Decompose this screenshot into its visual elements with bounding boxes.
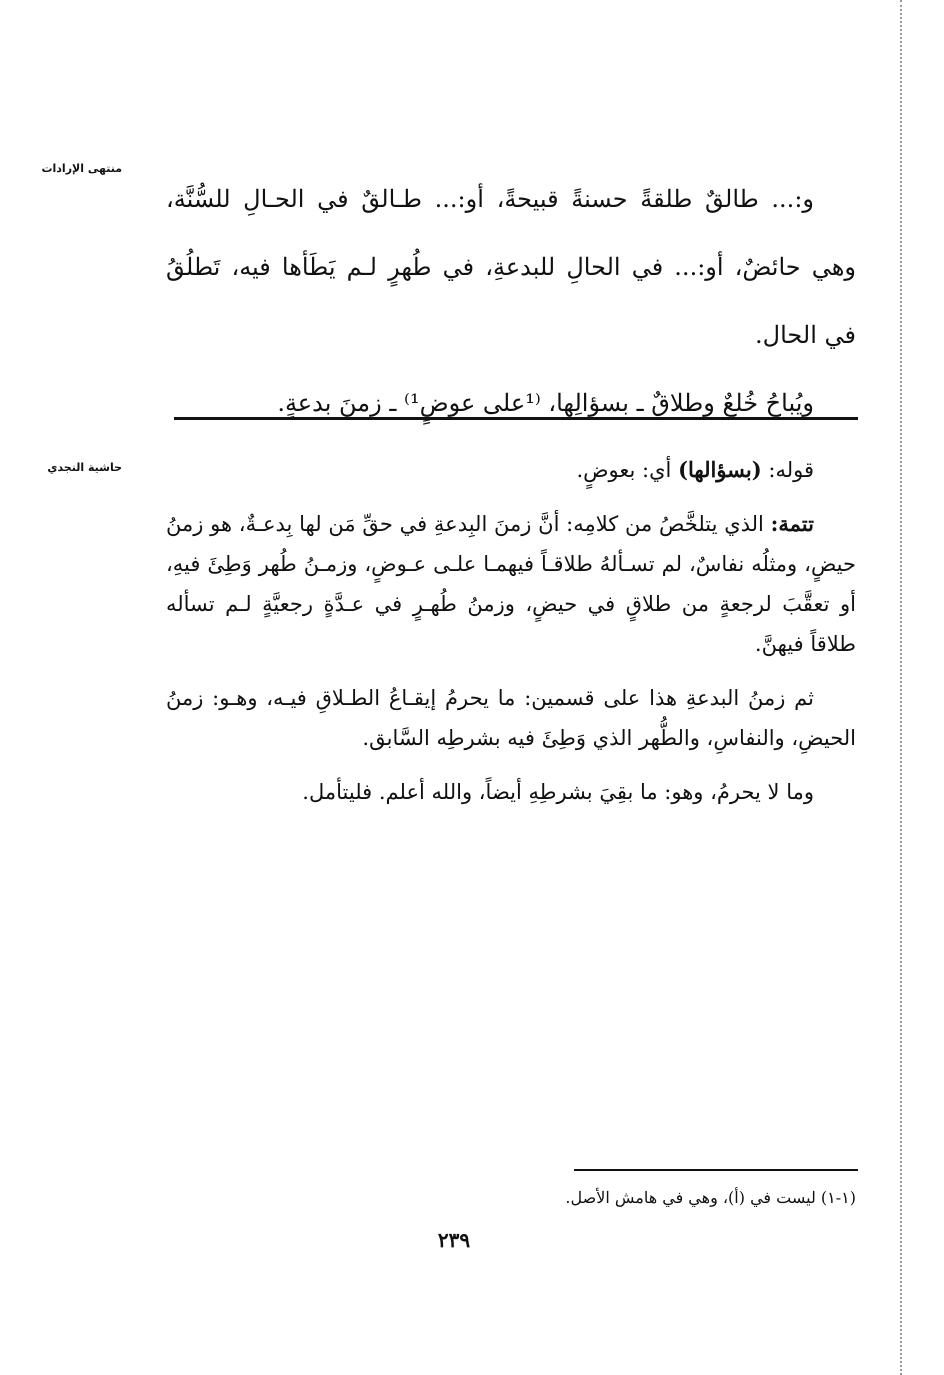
commentary-explanation: أي: بعوضٍ. xyxy=(576,458,679,482)
commentary-paragraph-2 xyxy=(166,504,856,664)
binding-dotted-rule xyxy=(900,0,902,1375)
footnote-divider xyxy=(574,1169,858,1171)
source-label-muntaha: منتهى الإرادات xyxy=(41,162,122,175)
commentary-quoted-term: (بسؤالها) xyxy=(678,457,762,482)
commentary-paragraph-4: وما لا يحرمُ، وهو: ما بقِيَ بشرطِهِ أيضاً، والله أعلم. فليتأمل. xyxy=(302,780,814,804)
commentary-block xyxy=(166,450,856,826)
main-text-block xyxy=(166,165,856,437)
commentary-paragraph-3: ثم زمنُ البدعةِ هذا على قسمين: ما يحرمُ إيقـاعُ الطـلاقِ فيـه، وهـو: زمنُ الحيضِ، والنفاسِ، والطُّهر الذي وَطِئَ فيه بشرطِه السَّابق. xyxy=(166,686,856,750)
commentary-paragraph-1 xyxy=(166,450,856,490)
page-number-container xyxy=(0,1228,944,1252)
footnote: (١-١) ليست في (أ)، وهي في هامش الأصل. xyxy=(565,1188,856,1207)
commentary-quote-prefix: قوله: xyxy=(761,458,814,482)
main-paragraph-1: و:... طالقٌ طلقةً حسنةً قبيحةً، أو:... طـالقٌ في الحـالِ للسُّنَّة، وهي حائضٌ، أو:... في الحالِ للبدعةِ، في طُهرٍ لـم يَطَأها فيه، تَطلُقُ في الحال. xyxy=(166,185,856,349)
source-label-hashiya: حاشية النجدي xyxy=(47,461,122,474)
tatimma-text: الذي يتلخَّصُ من كلامِه: أنَّ زمنَ البِدعةِ في حقِّ مَن لها بِدعـةٌ، هو زمنُ حيضٍ، ومثلُه نفاسٌ، لم تسـألهُ طلاقـاً فيهمـا علـى عـوضٍ، وزمـنُ طُهر وَطِئَ فيهِ، أو تعقَّبَ لرجعةٍ من طلاقٍ في حيضٍ، وزمنُ طُهـرٍ في عـدَّةٍ رجعيَّةٍ لـم تسأله طلاقاً فيهنَّ. xyxy=(166,512,856,656)
page-number: ٢٣٩ xyxy=(437,1228,471,1252)
main-paragraph-2: ويُباحُ خُلعٌ وطلاقٌ ـ بسؤالِها، ⁽¹على عوضٍ¹⁾ ـ زمنَ بدعةٍ. xyxy=(277,389,814,417)
tatimma-heading: تتمة: xyxy=(770,511,814,536)
section-divider xyxy=(174,417,858,420)
